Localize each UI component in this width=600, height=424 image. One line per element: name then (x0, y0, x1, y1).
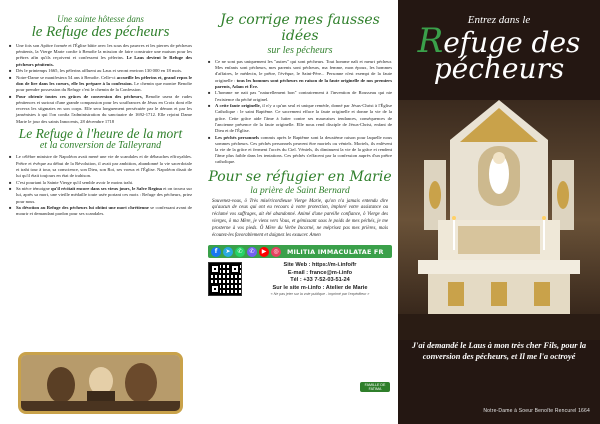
social-label: MILITIA IMMACULATAE FR (287, 247, 384, 256)
phone-text: Tél : +33 7-52-03-51-24 (290, 277, 350, 284)
list-item: ■ L'homme ne nait pas "naturellement bon" contrairement à l'invention de Rousseau qui nie l'existence du péché originel. (208, 90, 392, 102)
list-item: ■ Notre-Dame se manifestera 54 ans à Benoîte. Celle-ci accueille les pèlerins et, grand repos le don de lire dans les coeurs, elle les prépare à la confession. Le chemin que montre Benoîte pour prendre possession du Refuge c'est le chemin de la Confession. (9, 75, 192, 94)
list-item: ■ Ce ne sont pas uniquement les "autres" qui sont pécheurs. Tout homme naît et meurt pécheur. Mes enfants sont pécheurs, mes parents sont pécheurs, ma femme, mon époux, les hommes d'affaires, le médecin, le prêtre, l'évêque, le Saint-Père... Personne n'est exempt de la faute originelle : tous les hommes sont pécheurs en raison de la faute originelle de nos premiers parents, Adam et Ève. (208, 59, 392, 90)
list-item: ■ Les péchés personnels commis après le Baptême sont la deuxième raison pour laquelle nous sommes pécheurs. Ces péchés personnels peuvent être mortels ou véniels. Mortels, ils enlèvent la vie de la grâce et ferment l'accès du Ciel. Véniels, ils diminuent la vie de la grâce et rendent l'âme plus faible dans les tentations. Ces péchés s'effacent par la confession auprès d'un prêtre catholique. (208, 135, 392, 166)
logo-label: FAMILLE DE FATIMA (360, 382, 390, 392)
shop-text: Sur le site m-i.info : Atelier de Marie (272, 284, 368, 291)
cover-title-line1: efuge des (443, 26, 581, 59)
panel1-bullets (9, 43, 192, 125)
cover-heading (398, 14, 600, 85)
email-link[interactable]: E-mail : france@m-i.info (287, 269, 353, 276)
disposal-note: « Ne pas jeter sur la voie publique - imprimé par l'expéditeur » (270, 292, 370, 297)
panel2-bullets (208, 59, 392, 166)
contact-block (208, 262, 392, 297)
instagram-icon[interactable]: ◎ (271, 247, 281, 257)
list-item: ■ Pour obtenir toutes ces grâces de conversion des pécheurs, Benoîte usera de rudes pénitences et surtout d'une grande compassion pour les souffrances de Jésus en Croix dont elle recevra les stigmates en son corps. Elle sera longuement persécutée par le démon et par les jansénistes à qui l'on confia l'administration du sanctuaire de 1692-1712. Elle rejoint Dame Marie le jour des saints Innocents, 28 décembre 1718 (9, 94, 192, 125)
contact-lines (248, 262, 392, 297)
viber-icon[interactable]: ✆ (247, 247, 257, 257)
cover-kicker: Entrez dans le (467, 14, 531, 26)
panel2-title: Je corrige mes fausses idées (220, 12, 380, 44)
middle-panel (200, 0, 398, 424)
prayer-text: Souvenez-vous, ô Très miséricordieuse Vierge Marie, qu'on n'a jamais entendu dire qu'aucun de ceux qui ont eu recours à votre protection, imploré votre assistance ou réclamé vos suffrages, ait été abandonné. Animé d'une pareille confiance, ô Vierge des vierges, ô ma Mère, je viens vers Vous, et gémissant sous le poids de mes péchés, je me prosterne à vos pieds. Ô Mère du Verbe Incarné, ne méprisez pas mes prières, mais écoutez-les favorablement et daignez les exaucer. Amen (212, 198, 388, 238)
youtube-icon[interactable]: ▶ (259, 247, 269, 257)
panel1-bullets-2 (9, 154, 192, 217)
panel1-kicker: Une sainte hôtesse dans (57, 14, 144, 24)
telegram-icon[interactable]: ➤ (223, 247, 233, 257)
cover-title-initial: R (417, 21, 444, 61)
list-item: ■ Dès le printemps 1665, les pèlerins affluent au Laus et seront environ 130 000 en 18 mois. (9, 68, 192, 74)
cover-caption: J'ai demandé le Laus à mon très cher Fils, pour la conversion des pécheurs, et Il me l'a octroyé (411, 341, 587, 361)
list-item: ■ Le célèbre ministre de Napoléon avait mené une vie de scandales et de débauches effroyables. Prêtre et évêque au début de la Révolution, il avait par ambition, abandonné la vie sacerdotale et trahi tour à tour, sa conscience, son Dieu, son Roi, ses voeux et l'Église. Napoléon disait de lui qu'il était toujours en état de trahison. (9, 154, 192, 179)
list-item: ■ A cette faute originelle, il n'y a qu'un seul et unique remède, donné par Jésus-Christ à l'Église Catholique : le saint Baptême. Ce sacrement efface la faute originelle et donne la vie de la grâce. Cette grâce aide l'âme à lutter contre ses mauvaises tendances, conséquences de l'ancienne présence de la faute originelle. Elle nous rend disciple de Jésus-Christ, enfant de Dieu et de l'Église. (208, 103, 392, 134)
cover-credit: Notre-Dame à Soeur Benoîte Rencurel 1664 (483, 408, 590, 414)
panel1-title: le Refuge des pécheurs (31, 24, 170, 40)
whatsapp-icon[interactable]: ✆ (235, 247, 245, 257)
left-panel (0, 0, 200, 424)
altar-photo (398, 100, 600, 340)
website-link[interactable]: Site Web : https://m-i.info/fr (283, 262, 357, 269)
panel2-subtitle: sur les pécheurs (267, 45, 333, 56)
panel1-section-title: Le Refuge à l'heure de la mort (18, 125, 183, 141)
famille-fatima-logo (360, 382, 390, 394)
painting-illustration (21, 355, 180, 411)
list-item: ■ Sa dévotion au Refuge des pécheurs lui obtint une mort chrétienne se confessant avant de mourir et demandant pardon pour ses scandales. (9, 205, 192, 217)
list-item: ■ Une fois son Apôtre formée et l'Église bâtie avec les sous des pauvres et les pierres de pécheurs pénitents, la Vierge Marie confie à Benoîte la mission de faire construire une maison pour les prêtres afin qu'ils reçoivent et confessent les pèlerins. Le Laus devient le Refuge des pécheurs pénitents. (9, 43, 192, 68)
prayer-title: Pour se réfugier en Marie (208, 168, 392, 185)
panel1-section-subtitle: et la conversion de Talleyrand (39, 140, 162, 152)
qr-code-icon[interactable] (208, 262, 242, 296)
cover-title-line2: pécheurs (433, 52, 565, 85)
social-bar (208, 245, 392, 258)
cover-panel (398, 0, 600, 424)
talleyrand-painting (18, 352, 183, 414)
prayer-subtitle: la prière de Saint Bernard (250, 185, 350, 196)
list-item: ■ Sa nièce témoigne qu'il récitait encore dans ses vieux jours, le Salve Regina et on trouva sur lui, après sa mort, une vieille médaille toute usée portant ces mots : Refuge des pécheurs, priez pour nous. (9, 186, 192, 205)
cover-title (398, 21, 600, 85)
list-item: ■ C'est pourtant la Sainte Vierge qu'il semble avoir le moins trahi. (9, 180, 192, 186)
facebook-icon[interactable]: f (211, 247, 221, 257)
